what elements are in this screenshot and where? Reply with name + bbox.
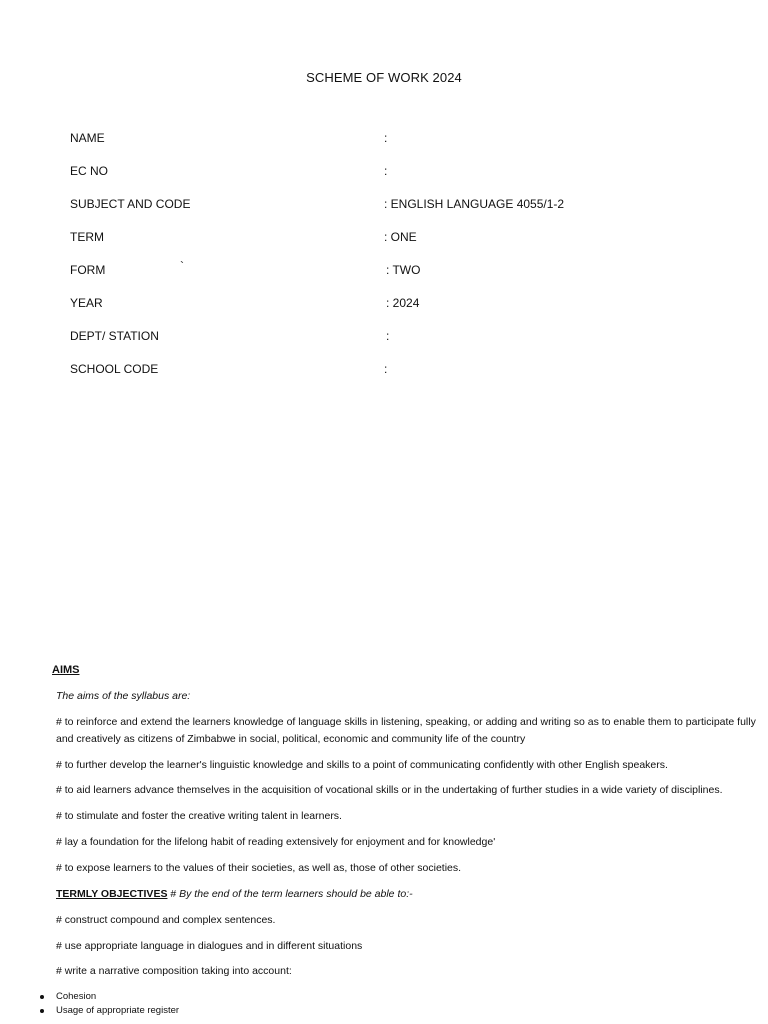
- aim-item: # lay a foundation for the lifelong habit of reading extensively for enjoyment and for knowledge': [56, 836, 496, 848]
- termly-objectives-heading: TERMLY OBJECTIVES: [56, 888, 168, 900]
- info-value: : ENGLISH LANGUAGE 4055/1-2: [384, 197, 565, 211]
- objectives-intro: By the end of the term learners should be able to:-: [179, 888, 413, 900]
- info-row-ec-no: [70, 164, 730, 182]
- info-value: :: [384, 164, 388, 178]
- info-row-subject: [70, 197, 730, 215]
- info-label: FORM: [70, 263, 106, 277]
- info-value: : TWO: [386, 263, 421, 277]
- stray-mark: `: [180, 259, 184, 273]
- objective-item: # write a narrative composition taking into account:: [56, 965, 292, 977]
- info-value: :: [384, 131, 388, 145]
- aim-item: # to expose learners to the values of their societies, as well as, those of other societies.: [56, 862, 462, 874]
- info-label: EC NO: [70, 164, 109, 178]
- info-row-school-code: [70, 362, 730, 380]
- info-row-dept: [70, 329, 730, 347]
- info-row-term: [70, 230, 730, 248]
- bullet-list: [40, 990, 179, 1018]
- info-value: :: [384, 362, 388, 376]
- objective-item: # use appropriate language in dialogues and in different situations: [56, 940, 363, 952]
- info-value: : 2024: [386, 296, 420, 310]
- info-row-name: [70, 131, 730, 149]
- aims-heading: AIMS: [52, 664, 80, 676]
- bullet-item: Cohesion: [40, 990, 179, 1004]
- info-row-year: [70, 296, 730, 314]
- aim-item: # to stimulate and foster the creative writing talent in learners.: [56, 810, 342, 822]
- objective-item: # construct compound and complex sentences.: [56, 914, 276, 926]
- info-label: TERM: [70, 230, 104, 244]
- objectives-hash: #: [167, 888, 180, 900]
- aim-item: # to reinforce and extend the learners knowledge of language skills in listening, speaking, or adding and writing so as to enable them to participate fully and creatively as citizens of Zimbabwe in social, political, economic and community life of the country: [56, 716, 756, 745]
- bullet-item: Usage of appropriate register: [40, 1004, 179, 1018]
- info-label: NAME: [70, 131, 105, 145]
- info-value: :: [386, 329, 390, 343]
- info-label: SCHOOL CODE: [70, 362, 159, 376]
- termly-objectives-line: [56, 886, 756, 903]
- aim-item: # to aid learners advance themselves in the acquisition of vocational skills or in the undertaking of further studies in a wide variety of disciplines.: [56, 784, 723, 796]
- aims-intro: The aims of the syllabus are:: [56, 690, 191, 702]
- info-label: SUBJECT AND CODE: [70, 197, 191, 211]
- info-label: YEAR: [70, 296, 103, 310]
- aim-item: # to further develop the learner's linguistic knowledge and skills to a point of communicating confidently with other English speakers.: [56, 759, 668, 771]
- page-title: SCHEME OF WORK 2024: [306, 70, 462, 85]
- info-label: DEPT/ STATION: [70, 329, 159, 343]
- info-row-form: [70, 259, 730, 281]
- info-value: : ONE: [384, 230, 417, 244]
